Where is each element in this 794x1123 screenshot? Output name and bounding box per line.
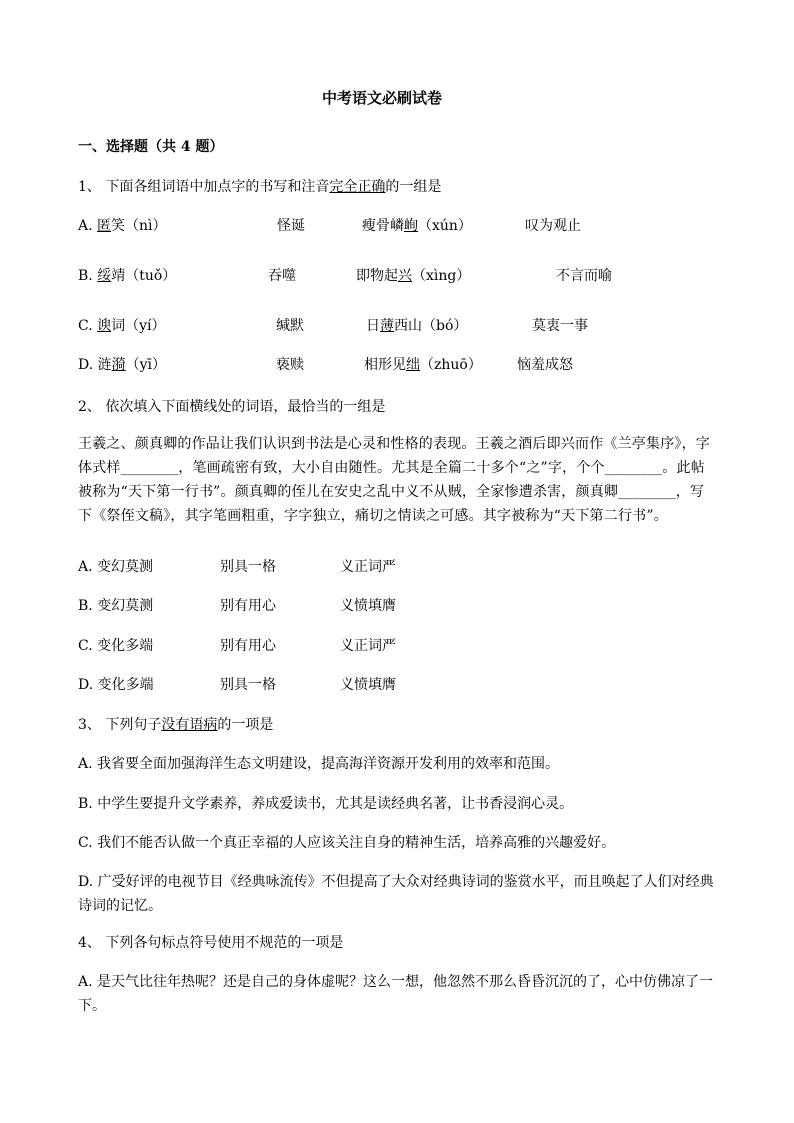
q2-d-label	[78, 675, 154, 695]
q2-b-label	[78, 596, 153, 616]
q1-d-w1-underline: 漪	[111, 357, 126, 373]
q1-a-w1	[78, 216, 167, 236]
option-label: B.	[78, 268, 93, 284]
q2-d-w1: 变化多端	[97, 677, 154, 693]
q1-d-w3-pre: 相形见	[364, 357, 406, 373]
q1-a-w1-rest: 笑（nì）	[111, 218, 167, 234]
q1-c-w3-post: 西山（bó）	[394, 318, 468, 334]
q3-stem-underline: 没有语病	[161, 717, 218, 733]
q1-d-w3-underline: 绌	[406, 357, 420, 373]
section-heading: 一、选择题（共 4 题）	[78, 139, 224, 155]
q2-a-w3: 义正词严	[340, 559, 396, 575]
q1-stem-pre: 1、 下面各组词语中加点字的书写和注音	[78, 179, 330, 195]
q2-c-w1: 变化多端	[97, 638, 154, 654]
q1-b-w1-rest: 靖（tuǒ）	[111, 268, 177, 284]
question-2-stem: 2、 依次填入下面横线处的词语，最恰当的一组是	[78, 399, 386, 415]
q2-b-w2: 别有用心	[220, 598, 276, 614]
q1-b-w3-underline: 兴	[398, 268, 412, 284]
option-label: A.	[78, 218, 93, 234]
q1-a-w4: 叹为观止	[525, 218, 581, 234]
q1-a-w3-post: （xún）	[418, 218, 472, 234]
q2-c-label	[78, 636, 153, 656]
q3-option-c: C. 我们不能否认做一个真正幸福的人应该关注自身的精神生活，培养高雅的兴趣爱好。	[78, 835, 616, 851]
option-label: B.	[78, 598, 93, 614]
question-3-stem	[78, 715, 273, 735]
q1-b-w3-pre: 即物起	[356, 268, 398, 284]
q1-c-w2: 缄默	[276, 318, 304, 334]
q1-c-w1	[78, 316, 166, 336]
q1-c-w1-rest: 词（yí）	[111, 318, 166, 334]
q1-a-w3-underline: 峋	[404, 218, 418, 234]
q1-d-w3	[364, 355, 482, 375]
q1-a-w3	[362, 216, 472, 236]
question-4-stem: 4、 下列各句标点符号使用不规范的一项是	[78, 935, 344, 951]
q1-stem-post: 的一组是	[385, 179, 442, 195]
q1-stem-underline: 完全正确	[329, 179, 386, 195]
q1-b-w3-post: （xìng）	[412, 268, 471, 284]
q1-d-w2: 亵赎	[276, 357, 304, 373]
page-title: 中考语文必刷试卷	[322, 89, 443, 107]
option-label: A.	[78, 559, 93, 575]
q3-stem-pre: 3、 下列句子	[78, 717, 162, 733]
q2-a-w2: 别具一格	[220, 559, 276, 575]
q1-d-w1-rest: （yī）	[125, 357, 167, 373]
q1-a-w2: 怪诞	[277, 218, 305, 234]
q1-c-w3-pre: 日	[366, 318, 380, 334]
q3-option-d: D. 广受好评的电视节目《经典咏流传》不但提高了大众对经典诗词的鉴赏水平，而且唤起了人们对经典诗词的记忆。	[78, 874, 714, 914]
q1-c-w3	[366, 316, 467, 336]
q1-b-w3	[356, 266, 470, 286]
q2-c-w3: 义正词严	[340, 638, 396, 654]
q3-stem-post: 的一项是	[217, 717, 274, 733]
q2-a-w1: 变幻莫测	[97, 559, 154, 575]
q1-b-w2: 吞噬	[268, 268, 296, 284]
q1-a-w1-underline: 匿	[97, 218, 112, 234]
q1-c-w1-underline: 谀	[97, 318, 112, 334]
q2-d-w2: 别具一格	[220, 677, 276, 693]
q4-option-a: A. 是天气比往年热呢？还是自己的身体虚呢？这么一想，他忽然不那么昏昏沉沉的了，心中仿佛凉了一下。	[78, 974, 714, 1014]
q3-option-a: A. 我省要全面加强海洋生态文明建设，提高海洋资源开发利用的效率和范围。	[78, 756, 560, 772]
q3-option-b: B. 中学生要提升文学素养，养成爱读书，尤其是读经典名著，让书香浸润心灵。	[78, 796, 574, 812]
q2-c-w2: 别有用心	[220, 638, 276, 654]
q1-d-w3-post: （zhuō）	[420, 357, 482, 373]
option-label: D.	[78, 357, 94, 373]
q1-b-w4: 不言而喻	[556, 268, 612, 284]
q1-a-w3-pre: 瘦骨嶙	[362, 218, 404, 234]
q2-b-w3: 义愤填膺	[340, 598, 396, 614]
q1-c-w4: 莫衷一事	[532, 318, 588, 334]
q1-d-w1	[78, 355, 166, 375]
option-label: C.	[78, 638, 93, 654]
q1-d-w4: 恼羞成怒	[517, 357, 573, 373]
q1-b-w1	[78, 266, 176, 286]
question-2-passage: 王羲之、颜真卿的作品让我们认识到书法是心灵和性格的表现。王羲之酒后即兴而作《兰亭集序》，字体式样________，笔画疏密有致，大小自由随性。尤其是全篇二十多个“之”字，个个________。此帖被称为“天下第一行书”。颜真卿的侄儿在安史之乱中义不从贼，全家惨遭杀害，颜真卿________，写下《祭侄文稿》，其字笔画粗重，字字独立，痛切之情读之可感。其字被称为“天下第二行书”。	[78, 436, 710, 524]
question-1-stem	[78, 177, 441, 197]
q1-d-w1-pre: 涟	[97, 357, 112, 373]
q1-b-w1-underline: 绥	[97, 268, 112, 284]
option-label: D.	[78, 677, 94, 693]
option-label: C.	[78, 318, 93, 334]
q2-a-label	[78, 557, 153, 577]
q1-c-w3-underline: 薄	[380, 318, 394, 334]
q2-b-w1: 变幻莫测	[97, 598, 154, 614]
q2-d-w3: 义愤填膺	[340, 677, 396, 693]
